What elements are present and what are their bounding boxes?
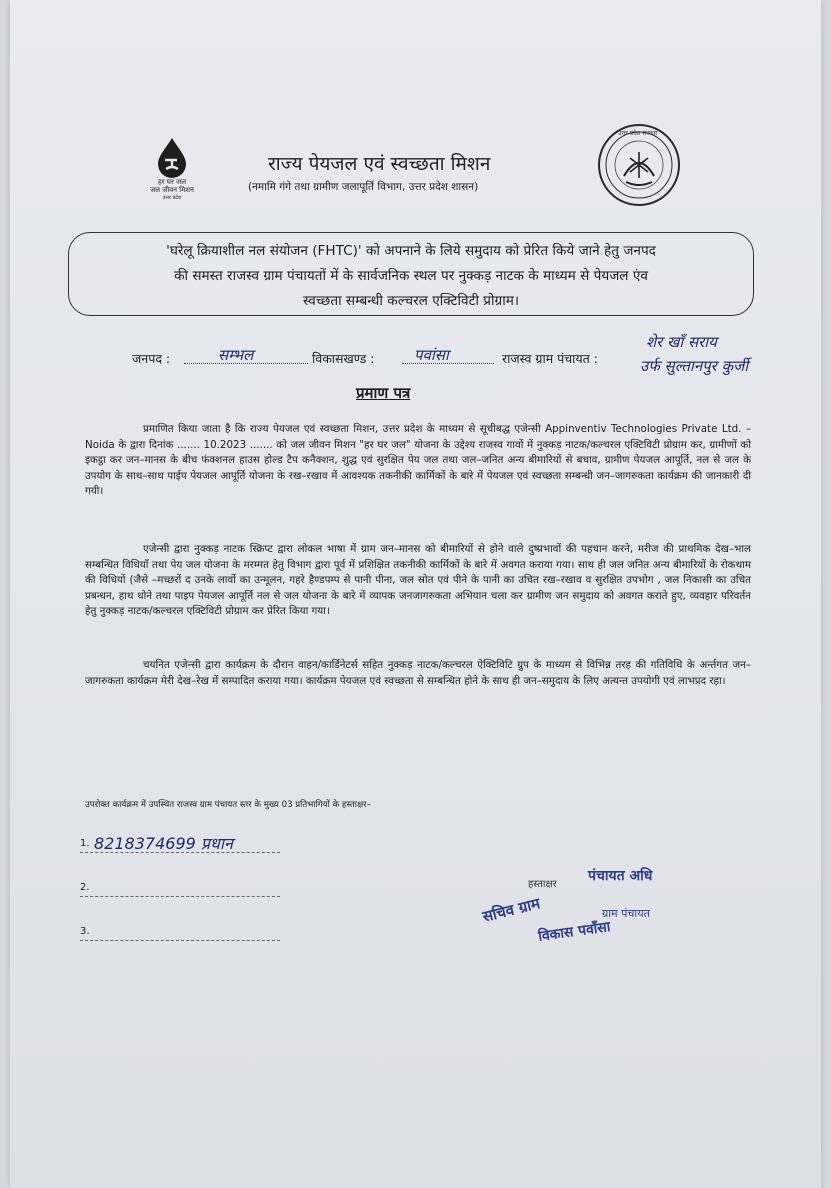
banner-line-2: की समस्त राजस्व ग्राम पंचायतों में के सार्वजनिक स्थल पर नुक्कड़ नाटक के माध्यम से पेयजल एंव (174, 268, 648, 284)
logo-caption-1: हर घर जल (158, 178, 186, 186)
signature-instructions: उपरोक्त कार्यक्रम में उपस्थित राजस्व ग्राम पंचायत स्तर के मुख्य 03 प्रतिभागियों के हस्ताक्षर– (85, 800, 371, 810)
signature-3-number: 3. (80, 926, 90, 937)
logo-caption-2: जल जीवन मिशन (150, 186, 194, 194)
stamp-line-3: ग्राम पंचायत (602, 907, 650, 920)
seal-text: उत्तर प्रदेश सरकार (618, 130, 658, 137)
organization-title: राज्य पेयजल एवं स्वच्छता मिशन (268, 153, 491, 175)
certificate-paragraph-1 (85, 422, 751, 500)
stamp-line-4: विकास पवाँसा (537, 919, 612, 945)
block-label: विकासखण्ड : (312, 351, 375, 366)
jal-jeevan-mission-logo (132, 136, 212, 206)
paragraph-1-text: प्रमाणित किया जाता है कि राज्य पेयजल एवं स्वच्छता मिशन, उत्तर प्रदेश के माध्यम से सूचीबद्ध एजेन्सी Appinventiv Technologies Private Ltd. – Noida के द्वारा दिनांक ....... 10.2023 ....... को जल जीवन मिशन "हर घर जल" योजना के उद्देश्य राजस्व गावों में नुक्कड़ नाटक/कल्चरल एक्टिविटी प्रोग्राम कर, ग्रामीणों को इकट्ठा कर जन–मानस के बीच फंक्शनल हाउस होल्ड टैप कनैक्शन, शुद्ध एवं सुरक्षित पेय जल तथा जल–जनित अन्य बीमारियों से बचाव, ग्रामीण पेयजल आपूर्ति, नल से जल के उपयोग के साथ–साथ पाईप पेयजल आपूर्ति योजना के रख–रखाव में आवश्यक तकनीकी कार्मिकों के बारे में पेयजल एवं स्वच्छता सम्बन्धी जन–जागरुकता कार्यक्रम की जानकारी दी गयी। (85, 423, 751, 498)
district-label: जनपद : (132, 351, 171, 366)
signature-2-number: 2. (80, 882, 90, 893)
program-banner (68, 232, 754, 316)
certificate-paragraph-3 (85, 658, 751, 689)
district-value: सम्भल (218, 346, 254, 364)
block-value: पवांसा (414, 346, 449, 364)
signature-line-1 (80, 834, 280, 853)
banner-line-1: 'घरेलू क्रियाशील नल संयोजन (FHTC)' को अपनाने के लिये समुदाय को प्रेरित किये जाने हेतु जनपद (166, 243, 656, 259)
certificate-page (10, 0, 821, 1188)
signature-line-3 (80, 926, 280, 941)
certificate-title: प्रमाण पत्र (356, 384, 411, 402)
panchayat-label: राजस्व ग्राम पंचायत : (502, 351, 598, 366)
banner-line-3: स्वच्छता सम्बन्धी कल्चरल एक्टिविटी प्रोग्राम। (302, 293, 520, 309)
certificate-paragraph-2 (85, 542, 751, 620)
logo-caption-3: उत्तर प्रदेश (162, 195, 182, 201)
stamp-line-2: सचिव ग्राम (480, 894, 542, 926)
paragraph-3-text: चयनित एजेन्सी द्वारा कार्यक्रम के दौरान वाहन/कार्डिनेटर्स सहित नुक्कड़ नाटक/कल्चरल ऐक्टिविटि ग्रुप के माध्यम से विभिन्न तरह की गतिविधि के अर्न्तगत जन–जागरुकता कार्यक्रम मेरी देख–रेख में सम्पादित कराया गया। कार्यक्रम पेयजल एवं स्वच्छता से सम्बन्धित होने के साथ ही जन–समुदाय के लिए अत्यन्त उपयोगी एवं लाभप्रद रहा। (85, 659, 751, 687)
paragraph-2-text: एजेन्सी द्वारा नुक्कड़ नाटक स्क्रिप्ट द्वारा लोकल भाषा में ग्राम जन–मानस को बीमारियों से होने वाले दुष्प्रभावों की पहचान करने, मरीज की प्राथमिक देख–भाल सम्बन्धित विधियाँ तथा पेय जल योजना के मरम्मत हेतु विभाग द्वारा पूर्व में प्रशिक्षित तकनीकी कार्मिकों के बारे में अवगत कराया गया। साथ ही जल जनित अन्य बीमारियों के रोकथाम की विधियों (जैसे –मच्छरों द उनके लार्वो का उन्मूलन, गहरे हैण्डपम्प से पानी पीना, जल स्रोत एवं पीने के पानी का उचित रख–रखाव व सुरक्षित उपभोग , जल निकासी का उचित प्रबन्धन, हाथ धोने तथा पाइप पेयजल आपूर्ति नल से जल योजना के बारे में व्यापक जनजागरुकता अभियान चला कर ग्रामीण जन समुदाय को अवगत कराते हुए, व्यवहार परिवर्तन हेतु नुक्कड़ नाटक/कल्चरल एक्टिविटी प्रोग्राम कर प्रेरित किया गया। (85, 543, 751, 618)
panchayat-value-line-2: उर्फ सुल्तानपुर कुर्जी (640, 357, 749, 375)
location-fields (132, 333, 812, 388)
up-government-seal (596, 122, 682, 208)
signatory-label: हस्ताक्षर (528, 879, 557, 890)
water-drop-icon (152, 136, 192, 178)
organization-subtitle: (नमामि गंगे तथा ग्रामीण जलापूर्ति विभाग, उत्तर प्रदेश शासन) (248, 181, 479, 193)
signature-1-handwritten: 8218374699 प्रधान (94, 834, 233, 853)
official-stamp-signature (482, 860, 702, 950)
signature-line-2 (80, 882, 280, 897)
signature-1-number: 1. (80, 838, 90, 849)
stamp-line-1: पंचायत अधि (588, 868, 653, 884)
panchayat-value-line-1: शेर खाँ सराय (646, 333, 717, 351)
